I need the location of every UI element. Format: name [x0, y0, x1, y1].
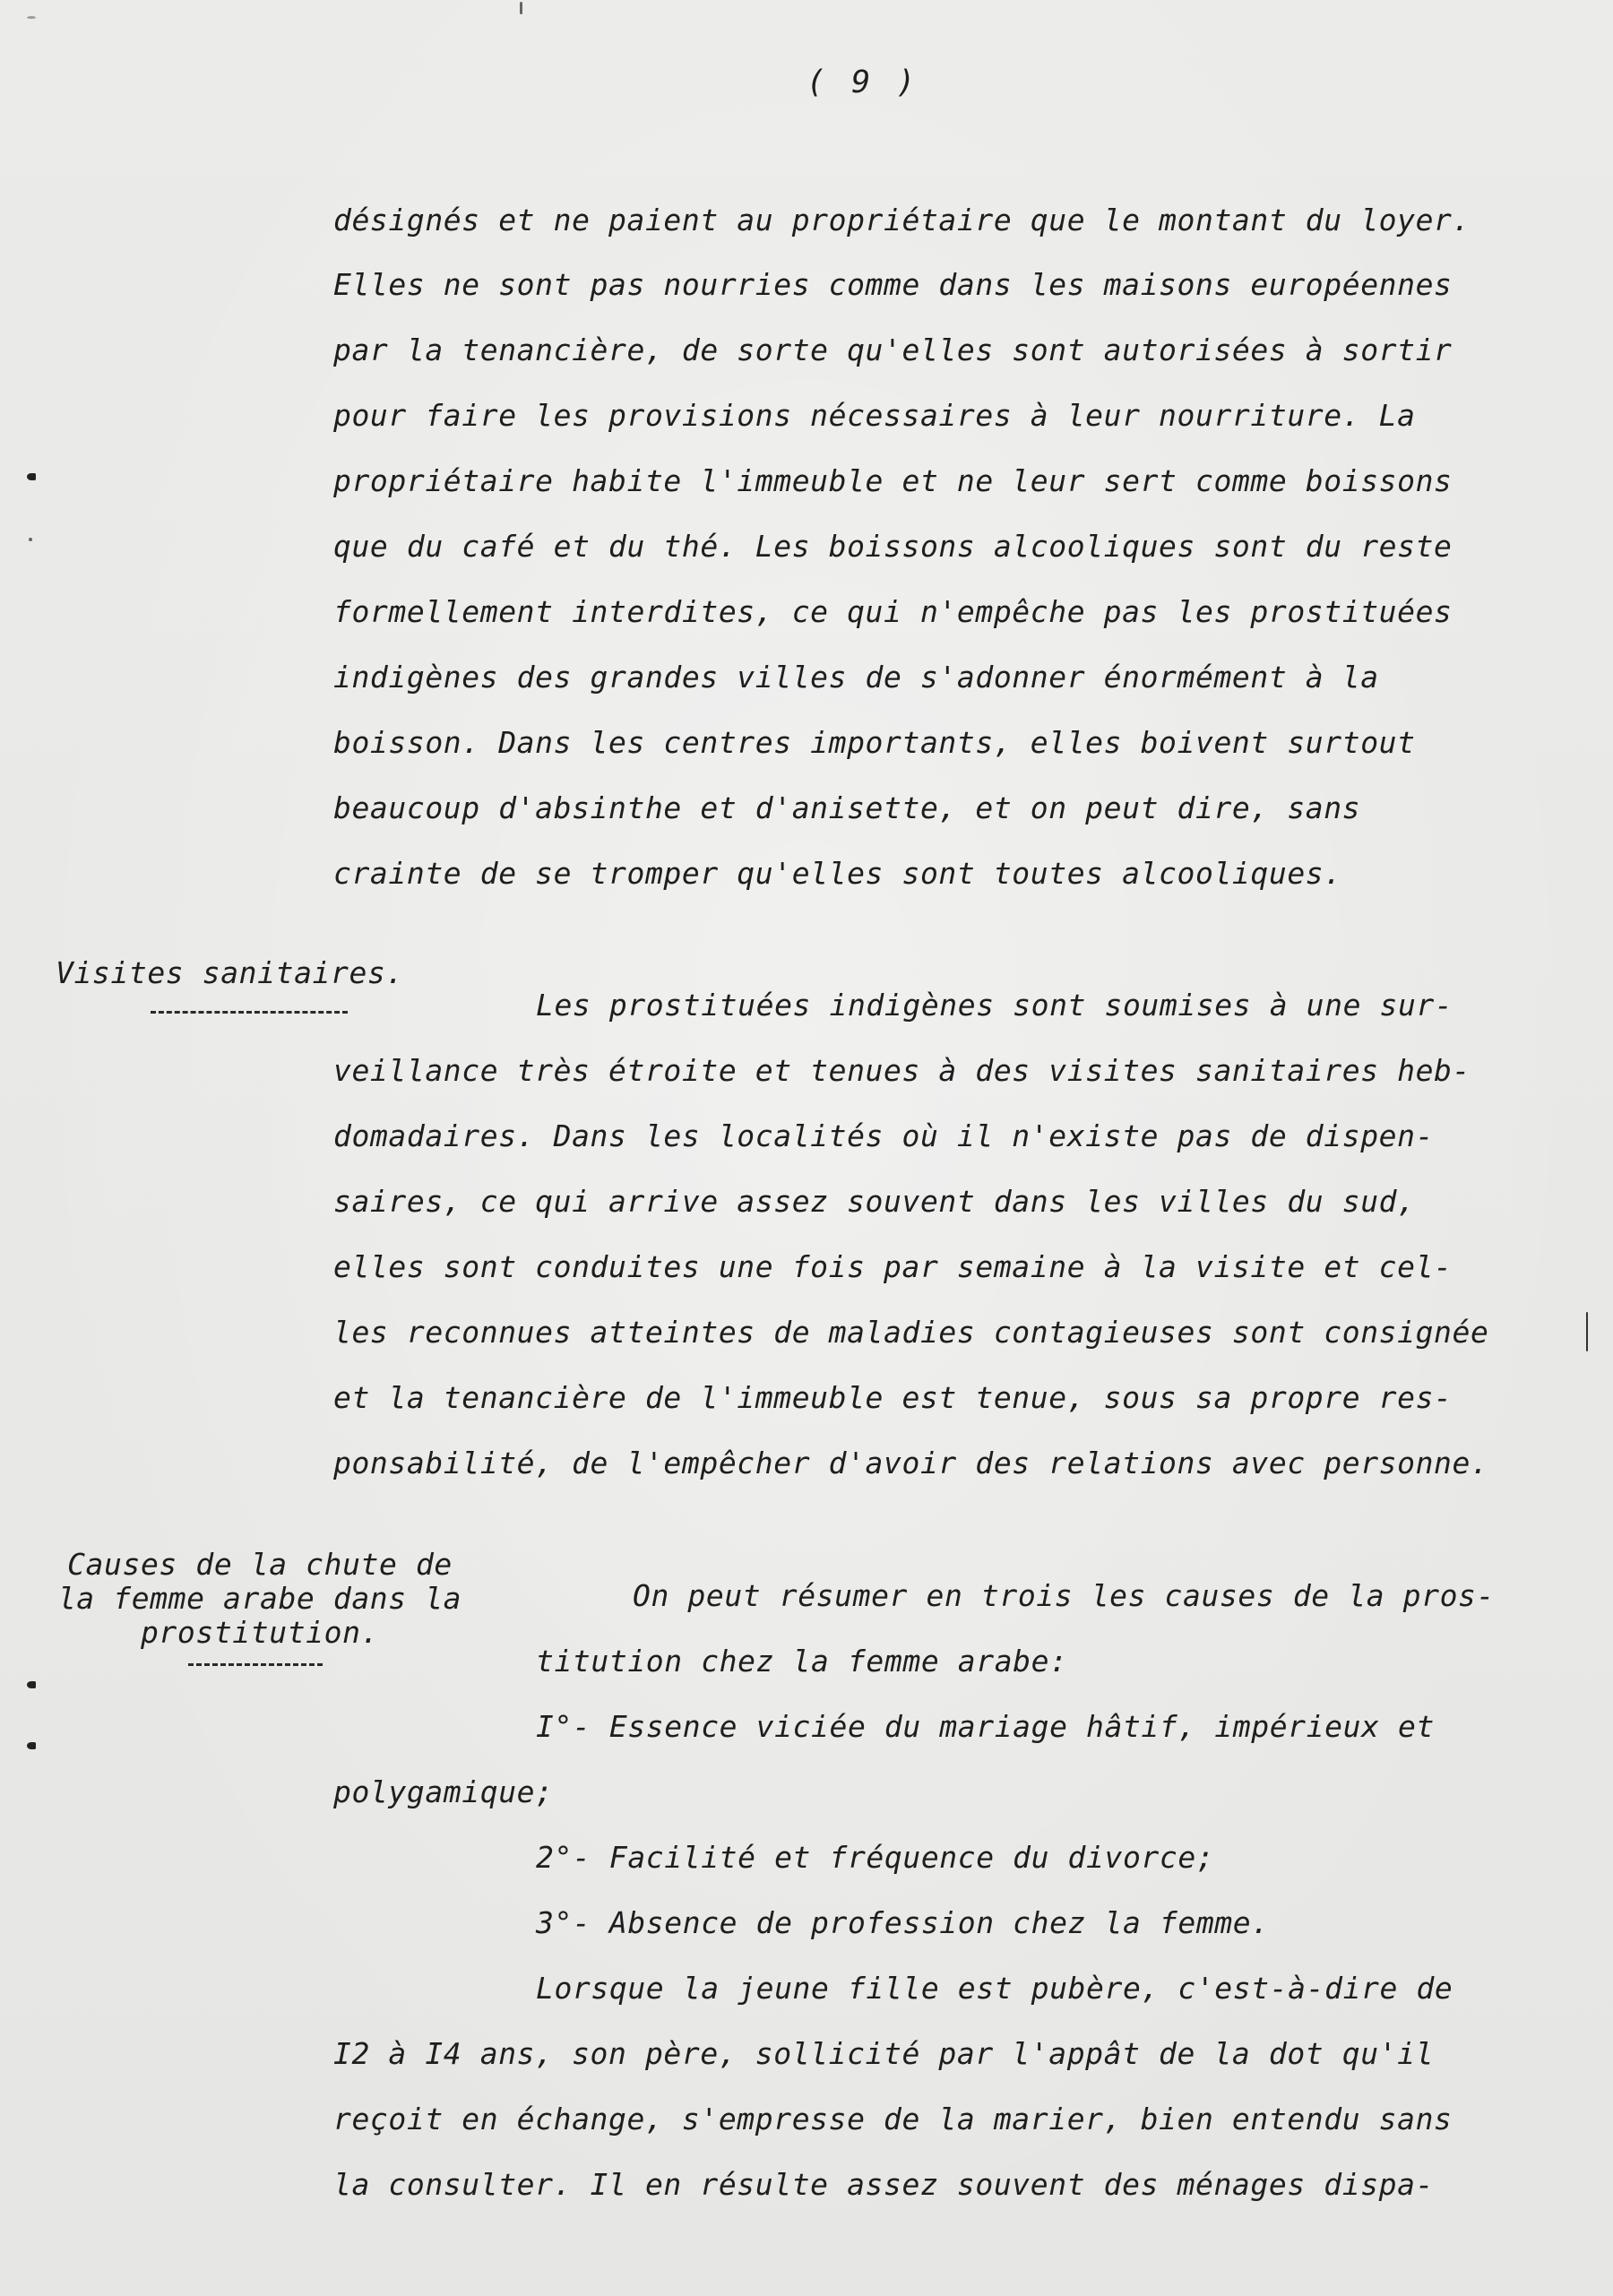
body-line: On peut résumer en trois les causes de la pros- — [633, 1578, 1495, 1613]
margin-mark — [1586, 1312, 1588, 1351]
body-line: propriétaire habite l'immeuble et ne leur sert comme boissons — [333, 463, 1453, 498]
margin-mark — [520, 2, 522, 14]
margin-mark — [27, 473, 36, 480]
body-line: crainte de se tromper qu'elles sont toutes alcooliques. — [333, 856, 1342, 891]
page-number: ( 9 ) — [806, 65, 919, 100]
body-line: elles sont conduites une fois par semaine à la visite et cel- — [333, 1249, 1453, 1284]
body-line: ponsabilité, de l'empêcher d'avoir des relations avec personne. — [333, 1446, 1489, 1480]
margin-heading-visites: Visites sanitaires. — [56, 955, 404, 990]
body-line: par la tenancière, de sorte qu'elles sont autorisées à sortir — [333, 332, 1453, 367]
body-line: Lorsque la jeune fille est pubère, c'est-à-dire de — [536, 1971, 1453, 2006]
body-line: indigènes des grandes villes de s'adonner énormément à la — [333, 660, 1379, 695]
body-line: Les prostituées indigènes sont soumises à une sur- — [536, 988, 1453, 1023]
body-line: désignés et ne paient au propriétaire que le montant du loyer. — [333, 203, 1471, 237]
body-line: et la tenancière de l'immeuble est tenue, sous sa propre res- — [333, 1380, 1453, 1415]
body-line: pour faire les provisions nécessaires à leur nourriture. La — [333, 398, 1416, 433]
margin-mark — [27, 16, 36, 19]
body-line: titution chez la femme arabe: — [536, 1644, 1068, 1679]
heading-underline — [151, 1011, 348, 1014]
body-line: I2 à I4 ans, son père, sollicité par l'appât de la dot qu'il — [333, 2036, 1435, 2071]
list-item: I°- Essence viciée du mariage hâtif, impérieux et — [536, 1709, 1435, 1744]
margin-mark — [27, 1681, 36, 1688]
margin-mark — [27, 1742, 36, 1749]
body-line: formellement interdites, ce qui n'empêche pas les prostituées — [333, 594, 1453, 629]
body-line: beaucoup d'absinthe et d'anisette, et on peut dire, sans — [333, 790, 1361, 825]
body-line: reçoit en échange, s'empresse de la marier, bien entendu sans — [333, 2102, 1453, 2136]
body-line: domadaires. Dans les localités où il n'existe pas de dispen- — [333, 1118, 1435, 1153]
list-item: 3°- Absence de profession chez la femme. — [536, 1905, 1270, 1940]
margin-heading-causes-line: Causes de la chute de — [67, 1547, 453, 1582]
body-line: Elles ne sont pas nourries comme dans les maisons européennes — [333, 267, 1453, 302]
margin-heading-causes-line: la femme arabe dans la — [57, 1581, 462, 1616]
body-line: boisson. Dans les centres importants, elles boivent surtout — [333, 725, 1416, 760]
heading-underline — [188, 1663, 323, 1666]
body-line: saires, ce qui arrive assez souvent dans les villes du sud, — [333, 1184, 1416, 1219]
body-line: les reconnues atteintes de maladies contagieuses sont consignée — [333, 1315, 1489, 1350]
body-line: veillance très étroite et tenues à des visites sanitaires heb- — [333, 1053, 1471, 1088]
list-item-continuation: polygamique; — [333, 1774, 554, 1809]
margin-heading-causes-line: prostitution. — [140, 1615, 380, 1650]
body-line: la consulter. Il en résulte assez souvent des ménages dispa- — [333, 2167, 1435, 2202]
margin-mark — [29, 538, 32, 541]
body-line: que du café et du thé. Les boissons alcooliques sont du reste — [333, 529, 1453, 564]
list-item: 2°- Facilité et fréquence du divorce; — [536, 1840, 1215, 1875]
